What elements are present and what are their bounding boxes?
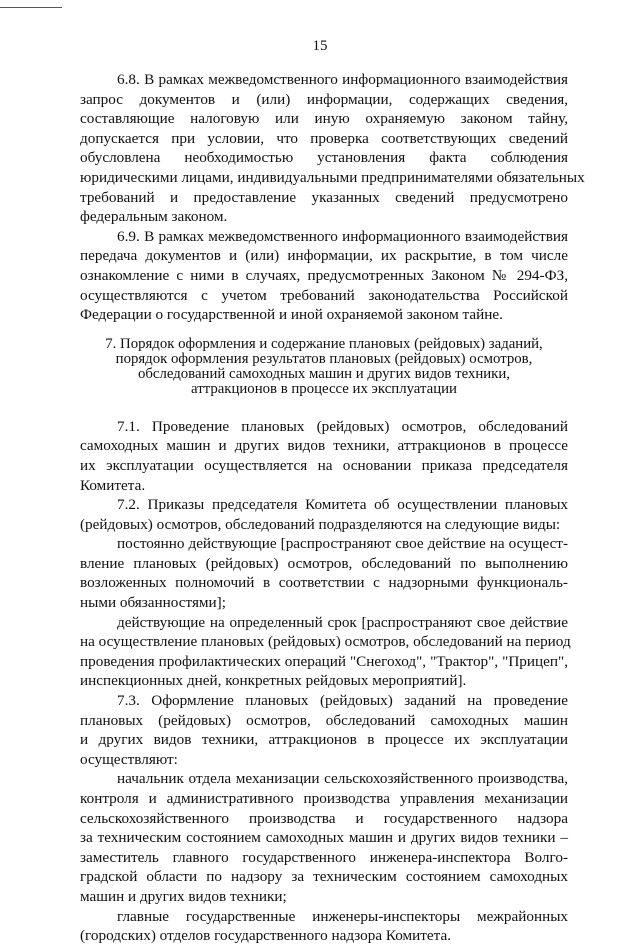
text-line: контроля и административного производства управления механизации xyxy=(80,790,568,807)
text-line: осуществляются с учетом требований законодательства Российской xyxy=(80,286,568,304)
text-line: 6.8. В рамках межведомственного информационного взаимодействия xyxy=(117,71,568,88)
text-line: осуществляют: xyxy=(80,750,178,768)
text-line: начальник отдела механизации сельскохозяйственного производства, xyxy=(117,770,568,788)
text-line: составляющие налоговую или иную охраняемую законом тайну, xyxy=(80,110,568,128)
text-line: заместитель главного государственного инженера-инспектора Волго- xyxy=(80,848,568,866)
text-line: ознакомление с ними в случаях, предусмотренных Законом № 294-ФЗ, xyxy=(80,266,568,284)
text-line: Комитета. xyxy=(80,476,146,494)
heading-line: аттракционов в процессе их эксплуатации xyxy=(191,380,457,397)
text-line: самоходных машин и других видов техники, аттракционов в процессе xyxy=(80,437,568,455)
paragraph-7-2 xyxy=(80,495,568,534)
text-line: возложенных полномочий в соответствии с надзорными функциональ- xyxy=(80,574,568,592)
text-line: за техническим состоянием самоходных машин и других видов техники – xyxy=(80,829,568,847)
text-line: вление плановых (рейдовых) осмотров, обследований по выполнению xyxy=(80,554,568,572)
paragraph-7-2-item-permanent xyxy=(80,534,568,612)
text-line: плановых (рейдовых) осмотров, обследований самоходных машин xyxy=(80,711,568,729)
text-line: 6.9. В рамках межведомственного информационного взаимодействия xyxy=(117,227,568,245)
section-heading-7 xyxy=(80,337,568,397)
text-line: ными обязанностями]; xyxy=(80,594,226,612)
paragraph-7-3-item-inspectors xyxy=(80,907,568,946)
text-line: на осуществление плановых (рейдовых) осмотров, обследований на период xyxy=(80,633,571,651)
text-line: обусловлена необходимостью установления факта соблюдения xyxy=(80,149,568,167)
text-line: инспекционных дней, конкретных рейдовых мероприятий]. xyxy=(80,672,467,690)
text-line: их эксплуатации осуществляется на основании приказа председателя xyxy=(80,456,568,474)
document-body xyxy=(80,70,585,946)
text-line: 7.2. Приказы председателя Комитета об осуществлении плановых xyxy=(117,496,568,514)
paragraph-6-9 xyxy=(80,227,568,325)
text-line: и других видов техники, аттракционов в процессе их эксплуатации xyxy=(80,731,568,749)
text-line: градской области по надзору за техническим состоянием самоходных xyxy=(80,868,568,886)
heading-line: обследований самоходных машин и других видов техники, xyxy=(138,365,510,382)
text-line: (рейдовых) осмотров, обследований подразделяются на следующие виды: xyxy=(80,515,561,533)
paragraph-7-1 xyxy=(80,417,568,495)
heading-line: 7. Порядок оформления и содержание плановых (рейдовых) заданий, xyxy=(105,335,543,352)
text-line: действующие на определенный срок [распространяют свое действие xyxy=(117,613,568,631)
paragraph-7-3-item-head xyxy=(80,769,568,906)
text-line: передача документов и (или) информации, их раскрытие, в том числе xyxy=(80,247,568,265)
text-line: юридическими лицами, индивидуальными предпринимателями обязательных xyxy=(80,168,585,186)
text-line: Федерации о государственной и иной охраняемой законом тайне. xyxy=(80,306,503,324)
text-line: сельскохозяйственного производства и государственного надзора xyxy=(80,809,568,827)
top-edge-mark xyxy=(0,0,62,8)
paragraph-7-2-item-temporary xyxy=(80,613,571,691)
text-line: проведения профилактических операций "Снегоход", "Трактор", "Прицеп", xyxy=(80,652,568,670)
text-line: главные государственные инженеры-инспекторы межрайонных xyxy=(117,907,568,925)
text-line: федеральным законом. xyxy=(80,208,228,226)
page-number: 15 xyxy=(312,38,328,54)
paragraph-7-3 xyxy=(80,691,568,769)
text-line: запрос документов и (или) информации, содержащих сведения, xyxy=(80,90,568,108)
text-line: 7.3. Оформление плановых (рейдовых) заданий на проведение xyxy=(117,692,568,710)
text-line: требований и предоставление указанных сведений предусмотрено xyxy=(80,188,568,206)
paragraph-6-8 xyxy=(80,70,585,227)
text-line: 7.1. Проведение плановых (рейдовых) осмотров, обследований xyxy=(117,417,568,435)
text-line: (городских) отделов государственного надзора Комитета. xyxy=(80,927,452,945)
text-line: допускается при условии, что проверка соответствующих сведений xyxy=(80,129,568,147)
heading-line: порядок оформления результатов плановых (рейдовых) осмотров, xyxy=(115,350,533,367)
text-line: машин и других видов техники; xyxy=(80,887,287,905)
text-line: постоянно действующие [распространяют свое действие на осущест- xyxy=(117,535,568,553)
